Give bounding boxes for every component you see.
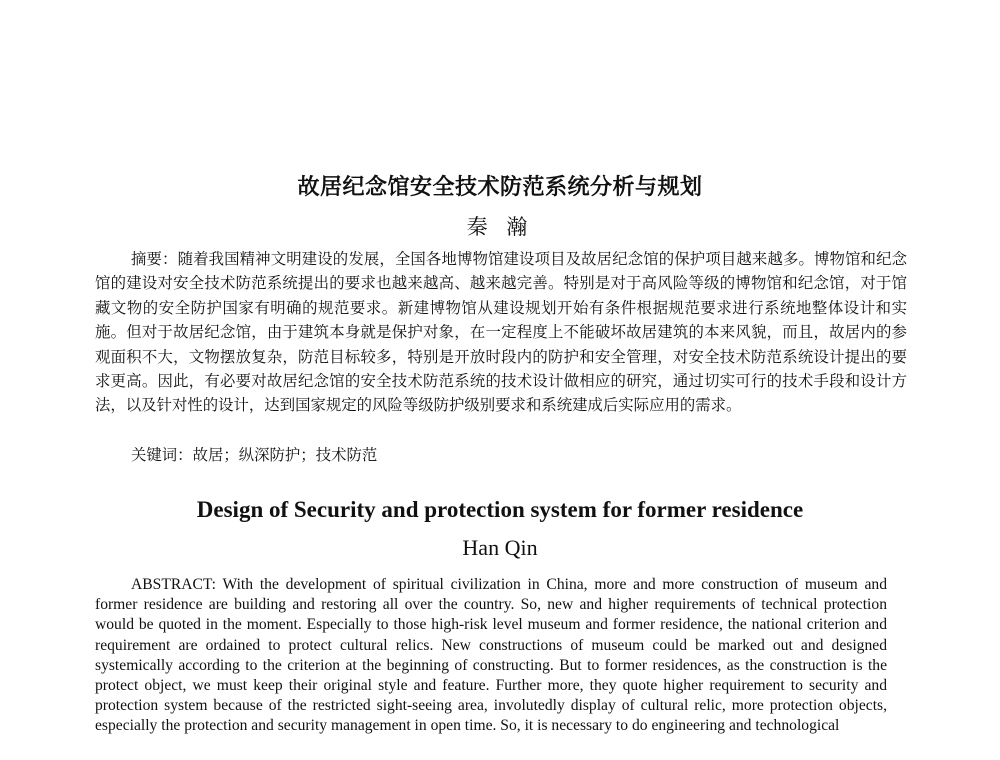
- english-author: Han Qin: [462, 535, 538, 560]
- chinese-author: 秦 瀚: [466, 215, 534, 239]
- chinese-keywords: 关键词：故居；纵深防护；技术防范: [131, 446, 378, 464]
- chinese-abstract: 摘要：随着我国精神文明建设的发展，全国各地博物馆建设项目及故居纪念馆的保护项目越来越多。博物馆和纪念馆的建设对安全技术防范系统提出的要求也越来越高、越来越完善。特别是对于高风险等级的博物馆和纪念馆，对于馆藏文物的安全防护国家有明确的规范要求。新建博物馆从建设规划开始有条件根据规范要求进行系统地整体设计和实施。但对于故居纪念馆，由于建筑本身就是保护对象，在一定程度上不能破坏故居建筑的本来风貌，而且，故居内的参观面积不大，文物摆放复杂，防范目标较多，特别是开放时段内的防护和安全管理，对安全技术防范系统设计提出的要求更高。因此，有必要对故居纪念馆的安全技术防范系统的技术设计做相应的研究，通过切实可行的技术手段和设计方法，以及针对性的设计，达到国家规定的风险等级防护级别要求和系统建成后实际应用的需求。: [95, 250, 907, 415]
- chinese-title: 故居纪念馆安全技术防范系统分析与规划: [297, 175, 703, 200]
- english-title: Design of Security and protection system for former residence: [196, 497, 804, 522]
- english-abstract: ABSTRACT: With the development of spiritual civilization in China, more and more construction of museum and former residence are building and restoring all over the country. So, new and higher requirements of technical protection would be quoted in the moment. Especially to those high-risk level museum and former residence, the national criterion and requirement are ordained to protect cultural relics. New constructions of museum could be marked out and designed systemically according to the criterion at the beginning of constructing. But to former residences, as the construction is the protect object, we must keep their original style and feature. Further more, they quote higher requirement to security and protection system because of the restricted sight-seeing area, involutedly display of cultural relic, more protection objects, especially the protection and security management in open time. So, it is necessary to do engineering and technological: [95, 576, 887, 735]
